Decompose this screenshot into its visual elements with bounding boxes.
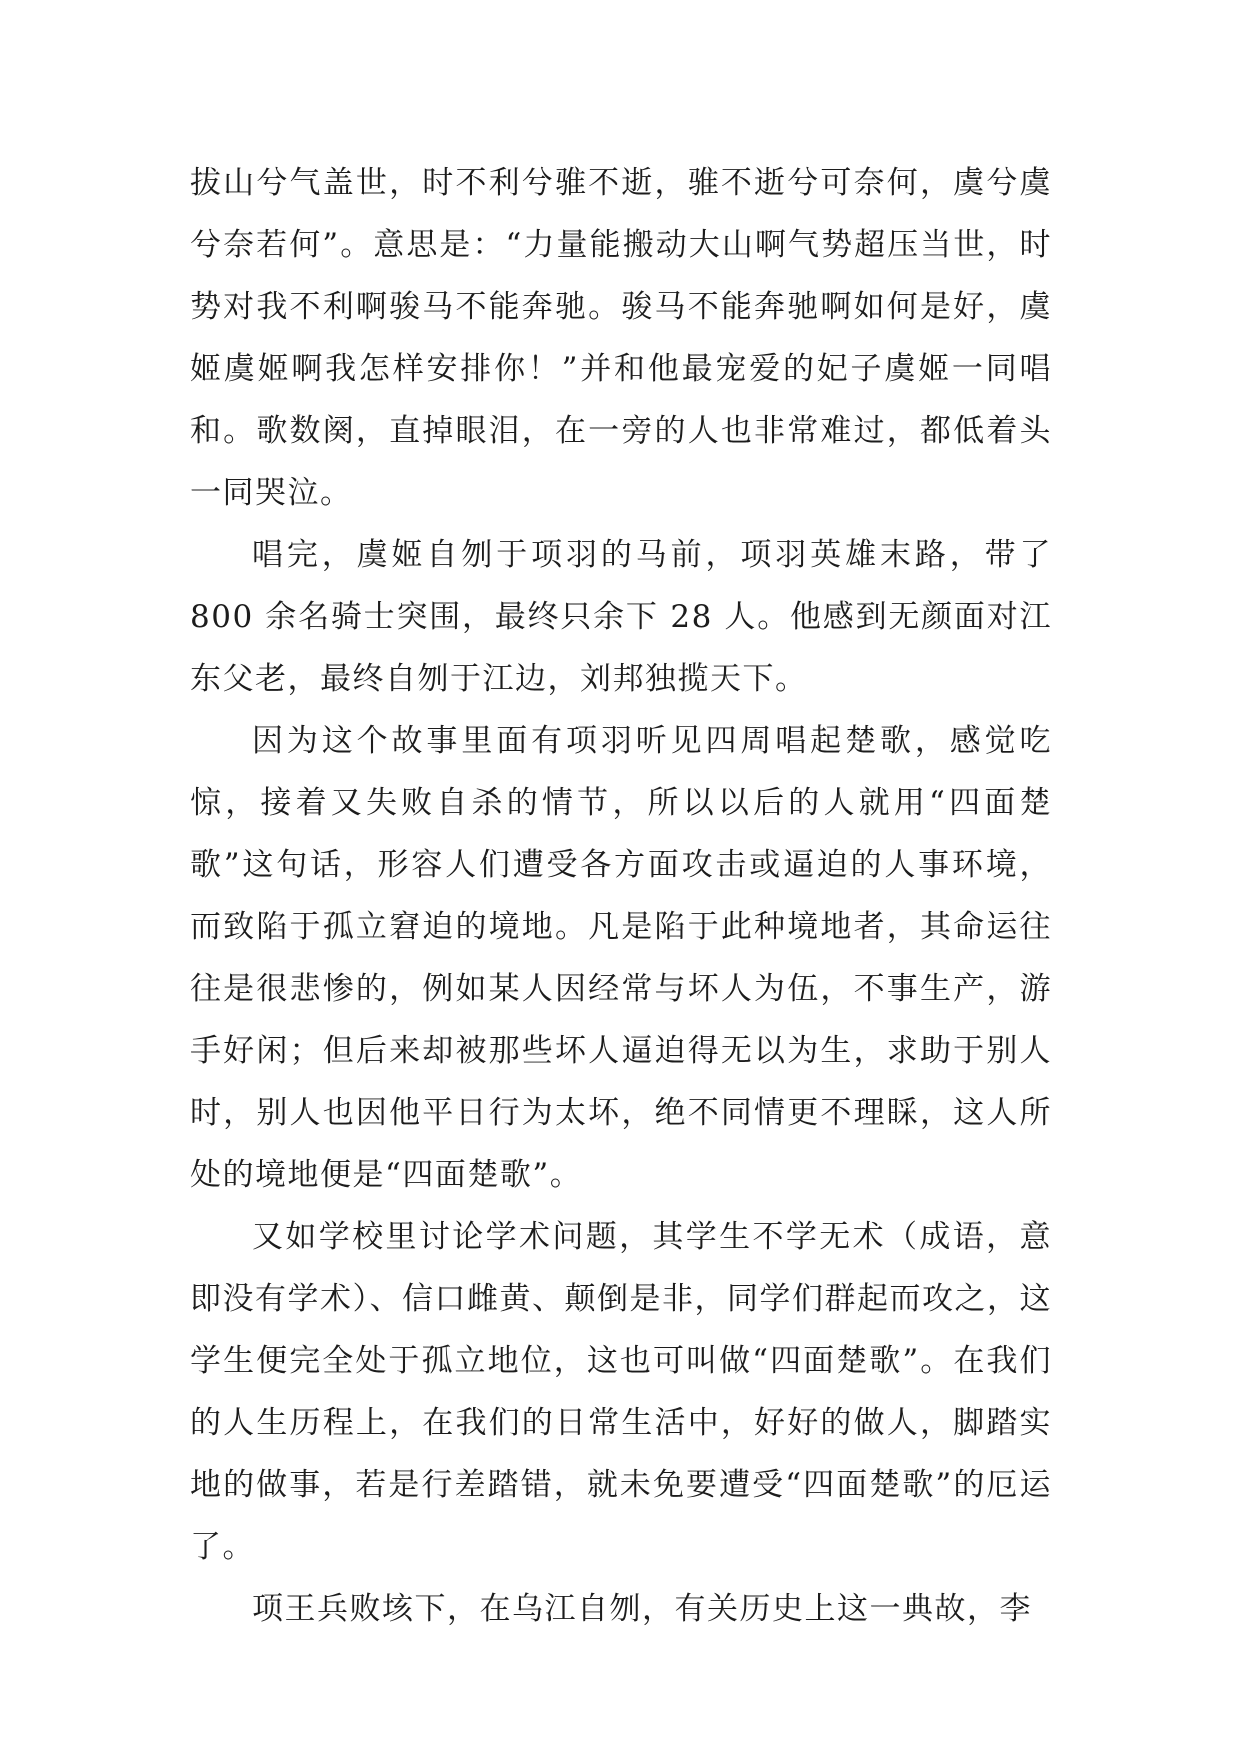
paragraph-3: 因为这个故事里面有项羽听见四周唱起楚歌，感觉吃惊，接着又失败自杀的情节，所以以后的人就用“四面楚歌”这句话，形容人们遭受各方面攻击或逼迫的人事环境，而致陷于孤立窘迫的境地。凡是陷于此种境地者，其命运往往是很悲惨的，例如某人因经常与坏人为伍，不事生产，游手好闲；但后来却被那些坏人逼迫得无以为生，求助于别人时，别人也因他平日行为太坏，绝不同情更不理睬，这人所处的境地便是“四面楚歌”。 — [190, 723, 1052, 1193]
paragraph-2: 唱完，虞姬自刎于项羽的马前，项羽英雄末路，带了 800 余名骑士突围，最终只余下 28 人。他感到无颜面对江东父老，最终自刎于江边，刘邦独揽天下。 — [190, 537, 1052, 697]
paragraph-4: 又如学校里讨论学术问题，其学生不学无术（成语，意即没有学术）、信口雌黄、颠倒是非，同学们群起而攻之，这学生便完全处于孤立地位，这也可叫做“四面楚歌”。在我们的人生历程上，在我们的日常生活中，好好的做人，脚踏实地的做事，若是行差踏错，就未免要遭受“四面楚歌”的厄运了。 — [190, 1219, 1052, 1565]
article-body — [190, 152, 1052, 1640]
paragraph-5: 项王兵败垓下，在乌江自刎，有关历史上这一典故，李 — [252, 1591, 1032, 1627]
paragraph-1: 拔山兮气盖世，时不利兮骓不逝，骓不逝兮可奈何，虞兮虞兮奈若何”。意思是：“力量能搬动大山啊气势超压当世，时势对我不利啊骏马不能奔驰。骏马不能奔驰啊如何是好，虞姬虞姬啊我怎样安排你！”并和他最宠爱的妃子虞姬一同唱和。歌数阕，直掉眼泪，在一旁的人也非常难过，都低着头一同哭泣。 — [190, 165, 1052, 511]
